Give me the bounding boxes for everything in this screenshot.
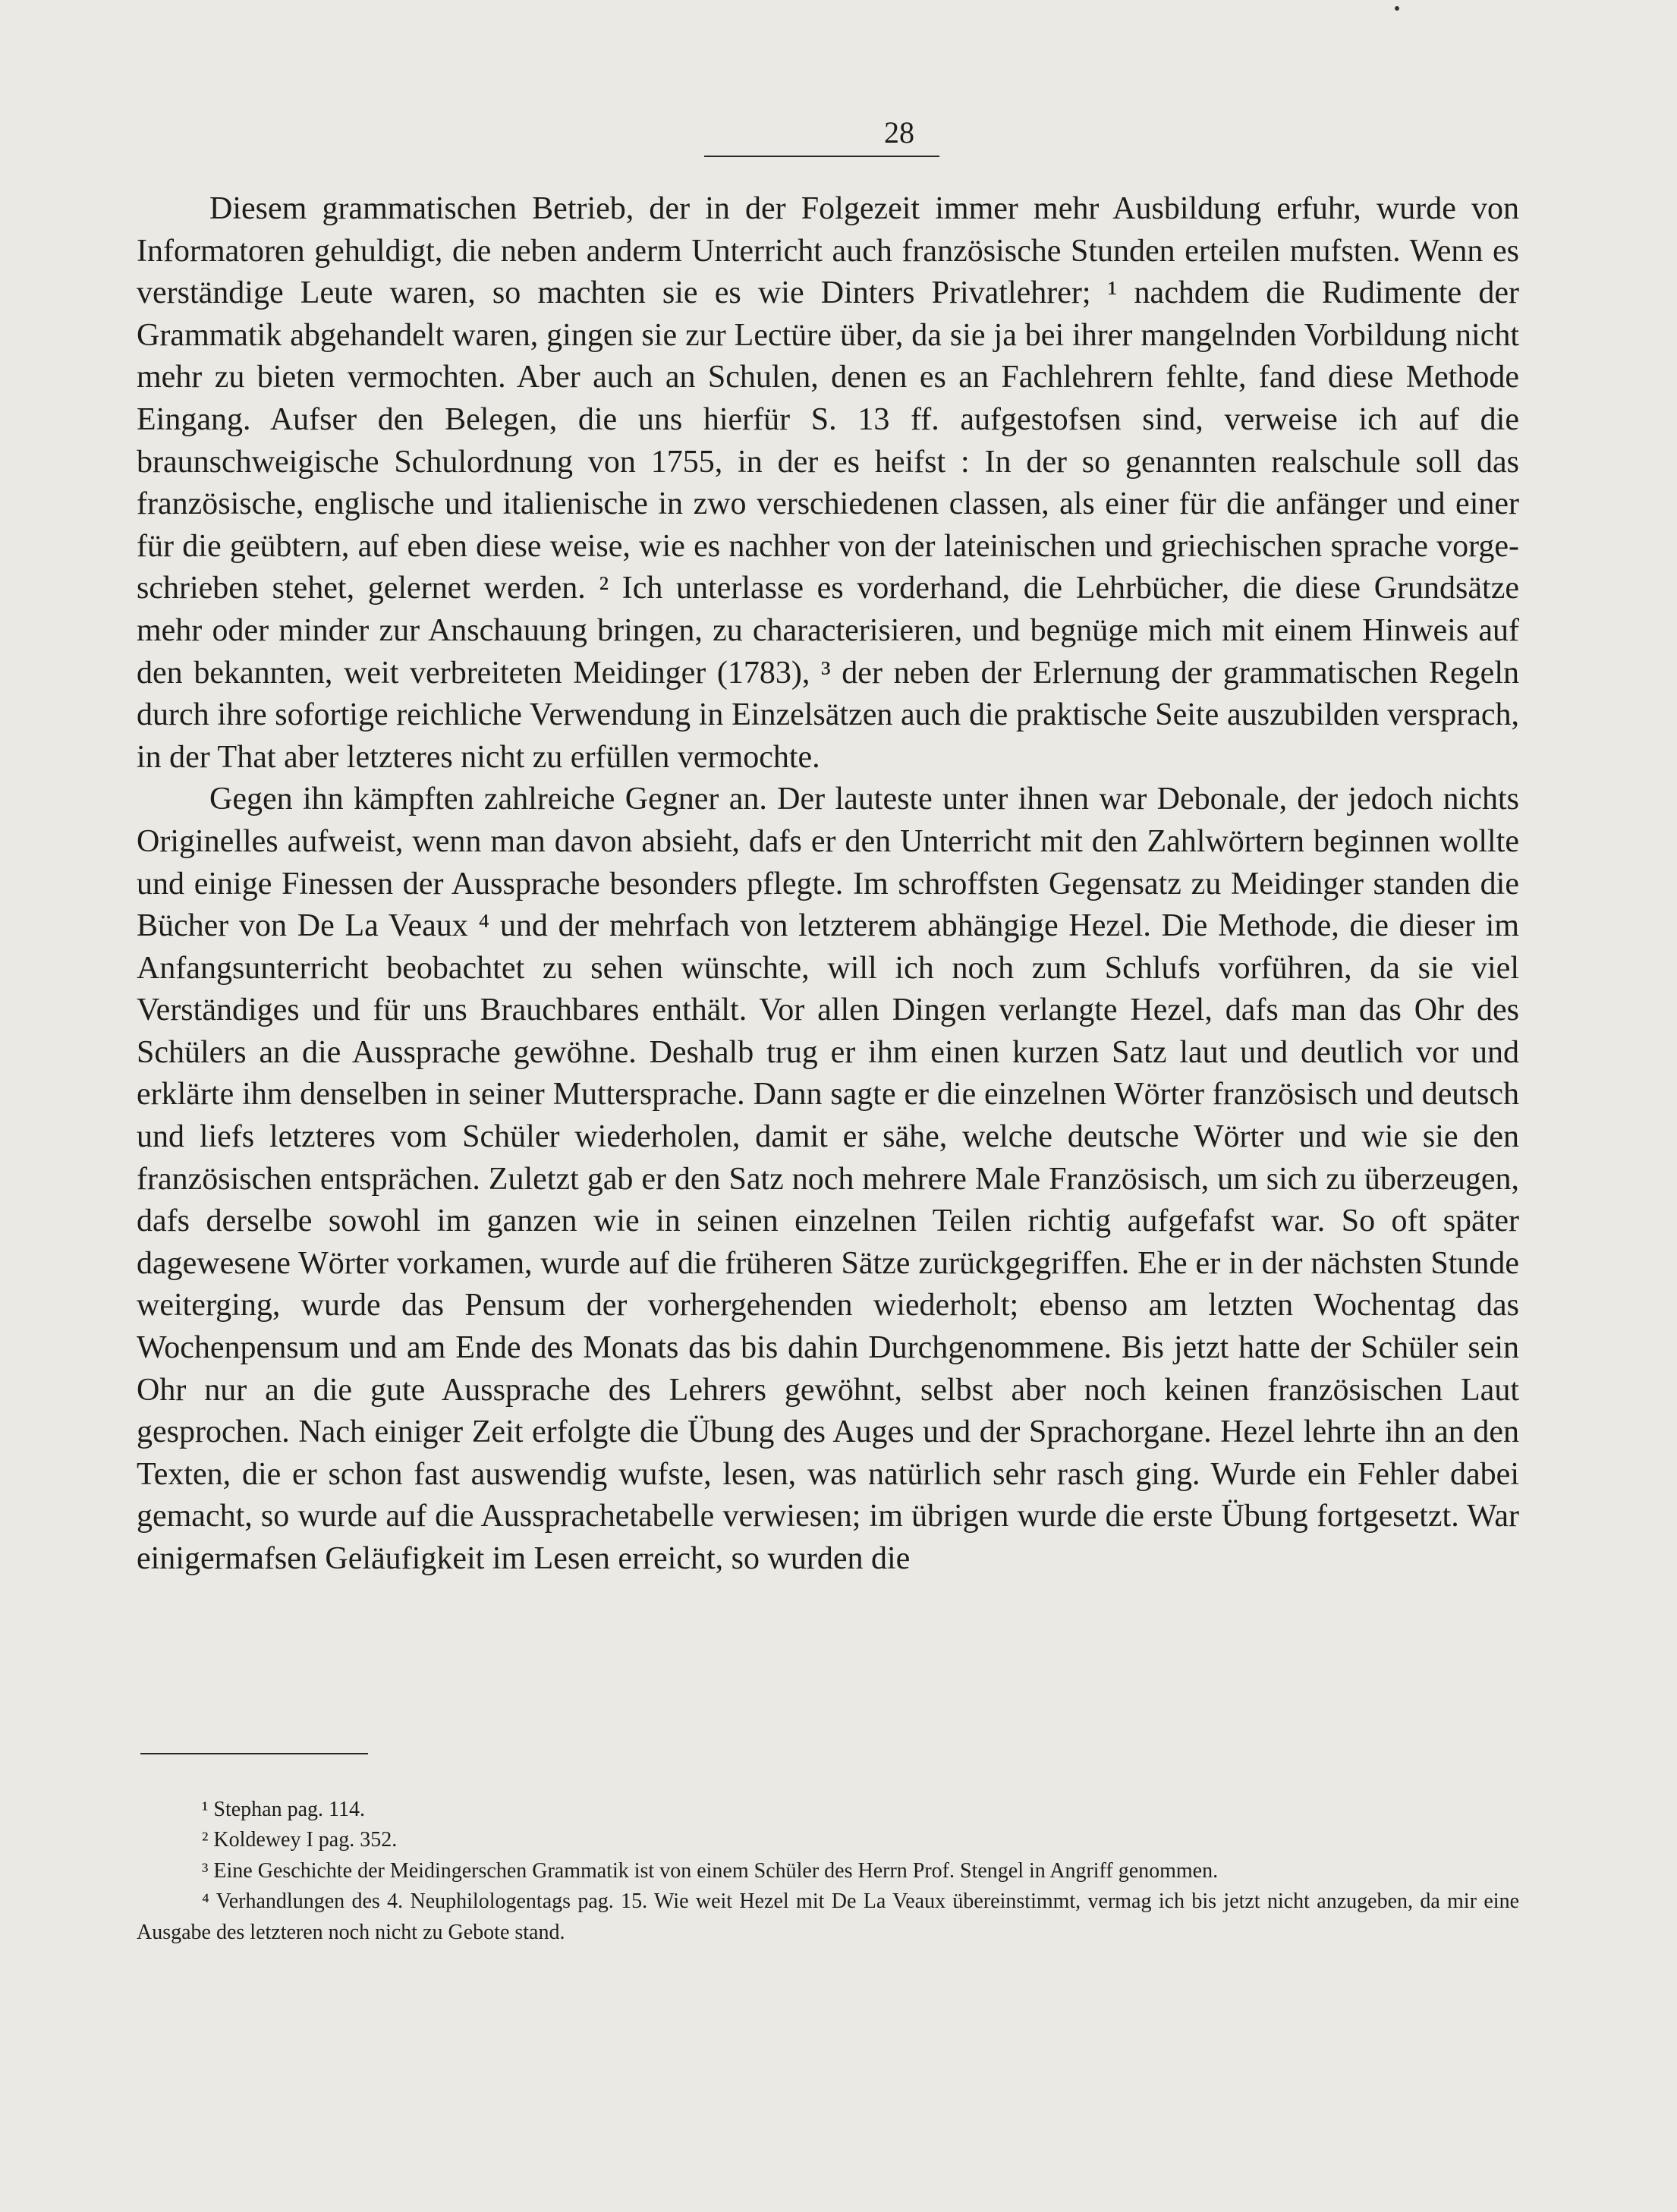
print-speck bbox=[1395, 6, 1399, 11]
footnotes bbox=[137, 1795, 1519, 1948]
footnote-4 bbox=[137, 1886, 1519, 1948]
footnote-text: Verhandlungen des 4. Neuphilologentags pag. 15. Wie weit Hezel mit De La Veaux übereinstimmt, vermag ich bis jetzt nicht anzugeben, da mir eine Ausgabe des letzteren noch nicht zu Gebote stand. bbox=[137, 1889, 1520, 1944]
page-number: 28 bbox=[884, 115, 914, 149]
footnote-rule bbox=[140, 1753, 368, 1754]
footnote-2 bbox=[137, 1825, 1519, 1855]
footnote-text: Koldewey I pag. 352. bbox=[213, 1828, 398, 1852]
paragraph-1: Diesem grammatischen Betrieb, der in der Folgezeit immer mehr Ausbildung erfuhr, wurde von Informatoren gehuldigt, die neben anderm Unterricht auch französische Stunden erteilen mufsten. Wenn es verständige Leute waren, so machten sie es wie Dinters Privatlehrer; ¹ nachdem die Rudimente der Grammatik abgehandelt waren, gingen sie zur Lectüre über, da sie ja bei ihrer mangelnden Vorbildung nicht mehr zu bieten vermochten. Aber auch an Schulen, denen es an Fachlehrern fehlte, fand diese Methode Eingang. Aufser den Belegen, die uns hierfür S. 13 ff. aufgestofsen sind, verweise ich auf die braunschweigische Schulordnung von 1755, in der es heifst : In der so genannten realschule soll das französische, englische und italienische in zwo verschiedenen classen, als einer für die anfänger und einer für die geübtern, auf eben diese weise, wie es nachher von der lateinischen und griechischen sprache vorgeschrieben stehet, gelernet werden. ² Ich unterlasse es vorderhand, die Lehrbücher, die diese Grundsätze mehr oder minder zur Anschauung bringen, zu characterisieren, und begnüge mich mit einem Hinweis auf den bekannten, weit verbreiteten Meidinger (1783), ³ der neben der Erlernung der grammatischen Regeln durch ihre sofortige reichliche Verwendung in Einzelsätzen auch die praktische Seite auszubilden versprach, in der That aber letzteres nicht zu erfüllen vermochte. bbox=[137, 191, 1519, 775]
footnote-mark: ⁴ bbox=[202, 1889, 209, 1914]
footnote-text: Eine Geschichte der Meidingerschen Grammatik ist von einem Schüler des Herrn Prof. Stengel in Angriff genommen. bbox=[213, 1858, 1219, 1883]
body-text bbox=[137, 188, 1519, 1581]
footnote-mark: ³ bbox=[202, 1858, 209, 1883]
footnote-mark: ² bbox=[202, 1828, 209, 1852]
footnote-1 bbox=[137, 1795, 1519, 1825]
footnote-3 bbox=[137, 1856, 1519, 1886]
header-rule bbox=[704, 156, 939, 157]
paragraph-2: Gegen ihn kämpften zahlreiche Gegner an. Der lauteste unter ihnen war Debonale, der jedoch nichts Originelles aufweist, wenn man davon absieht, dafs er den Unterricht mit den Zahlwörtern beginnen wollte und einige Finessen der Aussprache besonders pflegte. Im schroffsten Gegensatz zu Meidinger standen die Bücher von De La Veaux ⁴ und der mehrfach von letzterem abhängige Hezel. Die Methode, die dieser im Anfangsunterricht beobachtet zu sehen wünschte, will ich noch zum Schlufs vorführen, da sie viel Verständiges und für uns Brauchbares enthält. Vor allen Dingen verlangte Hezel, dafs man das Ohr des Schülers an die Aussprache gewöhne. Deshalb trug er ihm einen kurzen Satz laut und deutlich vor und erklärte ihm denselben in seiner Muttersprache. Dann sagte er die einzelnen Wörter französisch und deutsch und liefs letzteres vom Schüler wiederholen, damit er sähe, welche deutsche Wörter und wie sie den französischen entsprächen. Zuletzt gab er den Satz noch mehrere Male Französisch, um sich zu überzeugen, dafs derselbe sowohl im ganzen wie in seinen einzelnen Teilen richtig aufgefafst war. So oft später dagewesene Wörter vorkamen, wurde auf die früheren Sätze zurückgegriffen. Ehe er in der nächsten Stunde weiterging, wurde das Pensum der vorhergehenden wiederholt; ebenso am letzten Wochentag das Wochenpensum und am Ende des Monats das bis dahin Durchgenommene. Bis jetzt hatte der Schüler sein Ohr nur an die gute Aussprache des Lehrers gewöhnt, selbst aber noch keinen französischen Laut gesprochen. Nach einiger Zeit erfolgte die Übung des Auges und der Sprachorgane. Hezel lehrte ihn an den Texten, die er schon fast auswendig wufste, lesen, was natürlich sehr rasch ging. Wurde ein Fehler dabei gemacht, so wurde auf die Aussprachetabelle verwiesen; im übrigen wurde die erste Übung fortgesetzt. War einigermafsen Geläufigkeit im Lesen erreicht, so wurden die bbox=[137, 782, 1519, 1576]
footnote-text: Stephan pag. 114. bbox=[213, 1798, 366, 1821]
footnote-mark: ¹ bbox=[202, 1798, 209, 1821]
